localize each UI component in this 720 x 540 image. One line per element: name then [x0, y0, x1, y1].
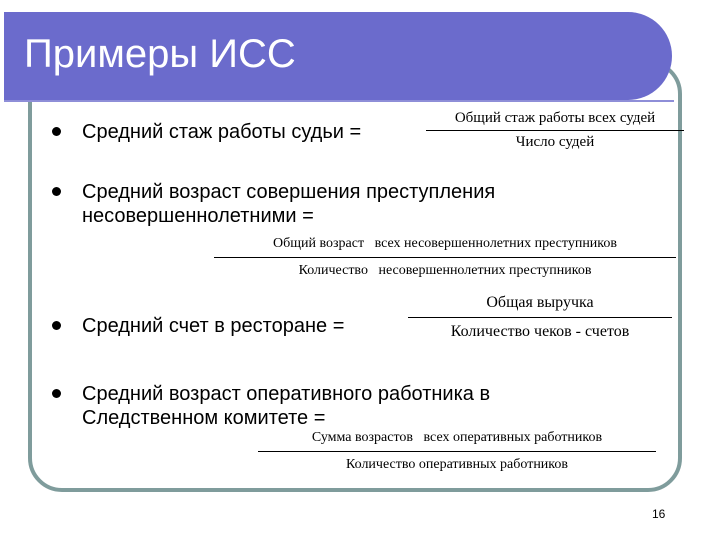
- formula-fraction: [408, 294, 672, 341]
- fraction-denominator: Количество несовершеннолетних преступников: [298, 263, 592, 278]
- formula-fraction: [426, 110, 684, 151]
- list-item: [52, 314, 344, 338]
- formula-fraction: [258, 430, 656, 473]
- bullet-icon: [52, 127, 61, 136]
- fraction-numerator: Общий стаж работы всех судей: [454, 110, 656, 126]
- item-label: Средний возраст совершения преступления несовершеннолетними =: [82, 181, 496, 227]
- fraction-denominator: Число судей: [515, 134, 595, 150]
- item-label: Средний стаж работы судьи =: [82, 121, 362, 143]
- formula-fraction: [214, 236, 676, 279]
- list-item: [52, 382, 490, 430]
- fraction-numerator: Сумма возрастов всех оперативных работников: [311, 430, 603, 445]
- page-number: 16: [652, 507, 666, 521]
- fraction-bar: [408, 317, 672, 318]
- fraction-denominator: Количество чеков - счетов: [450, 323, 630, 340]
- fraction-bar: [258, 451, 656, 452]
- list-item: [52, 180, 495, 228]
- bullet-icon: [52, 389, 61, 398]
- fraction-denominator: Количество оперативных работников: [345, 457, 569, 472]
- bullet-icon: [52, 321, 61, 330]
- bullet-icon: [52, 187, 61, 196]
- list-item: [52, 120, 361, 144]
- fraction-numerator: Общая выручка: [486, 294, 594, 311]
- fraction-bar: [426, 130, 684, 131]
- item-label: Средний возраст оперативного работника в Следственном комитете =: [82, 383, 491, 429]
- slide-title: Примеры ИСС: [24, 32, 296, 76]
- title-underline: [4, 100, 674, 102]
- fraction-numerator: Общий возраст всех несовершеннолетних преступников: [272, 236, 618, 251]
- item-label: Средний счет в ресторане =: [82, 315, 345, 337]
- fraction-bar: [214, 257, 676, 258]
